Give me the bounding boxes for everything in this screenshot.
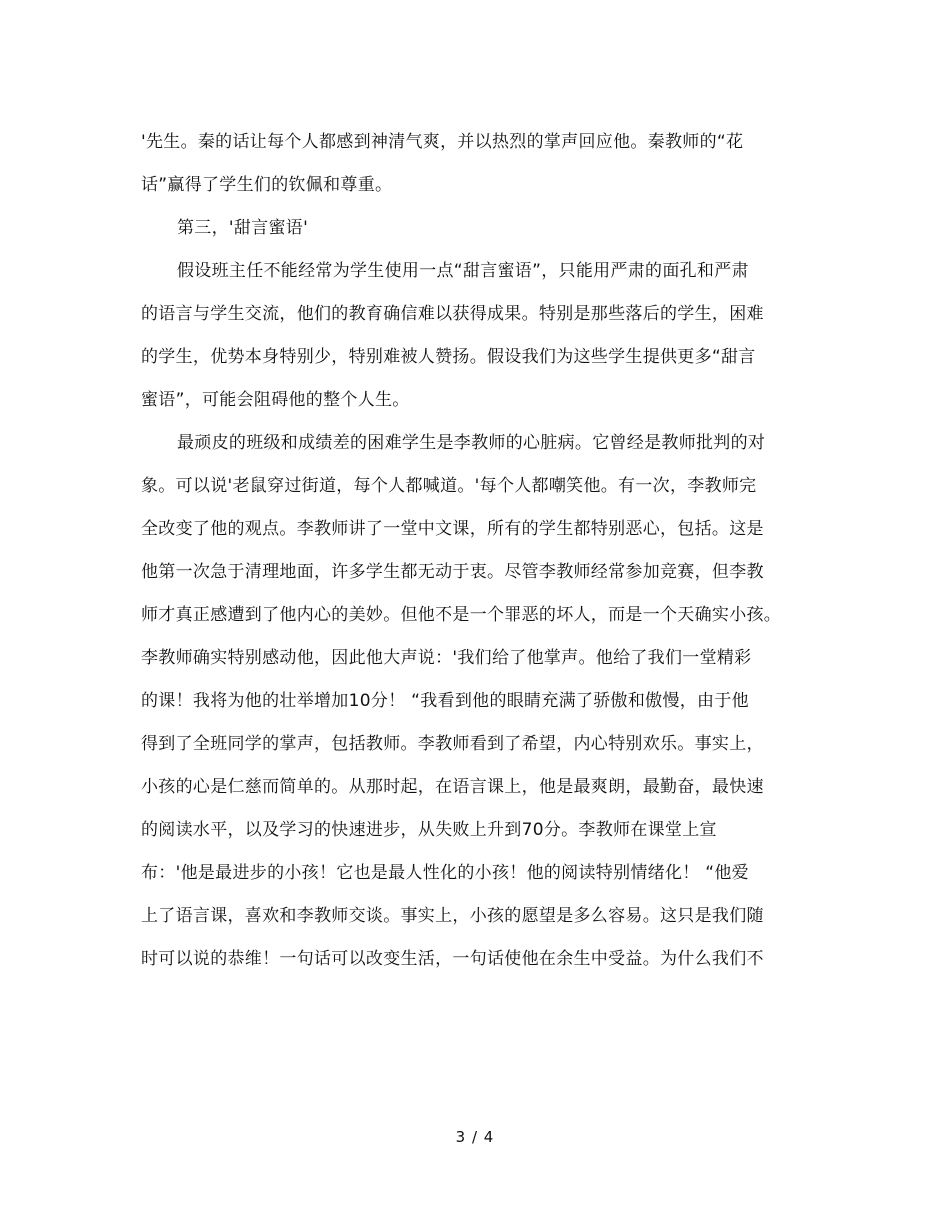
text-line: 的学生，优势本身特别少，特别难被人赞扬。假设我们为这些学生提供更多“甜言 <box>141 347 756 367</box>
page-number: 3 / 4 <box>455 1128 495 1146</box>
text-line: 的语言与学生交流，他们的教育确信难以获得成果。特别是那些落后的学生，困难 <box>141 304 764 324</box>
text-line: 的阅读水平，以及学习的快速进步，从失败上升到70分。李教师在课堂上宣 <box>141 820 717 840</box>
body-text <box>141 126 821 986</box>
text-line: 时可以说的恭维！一句话可以改变生活，一句话使他在余生中受益。为什么我们不 <box>141 949 764 969</box>
text-line: 假设班主任不能经常为学生使用一点“甜言蜜语”，只能用严肃的面孔和严肃 <box>177 261 749 281</box>
paragraph <box>141 255 821 416</box>
section-heading <box>141 212 821 244</box>
text-line: 师才真正感遭到了他内心的美妙。但他不是一个罪恶的坏人，而是一个天确实小孩。 <box>141 605 782 625</box>
text-line: 他第一次急于清理地面，许多学生都无动于衷。尽管李教师经常参加竞赛，但李教 <box>141 562 764 582</box>
text-line: 蜜语”，可能会阻碍他的整个人生。 <box>141 390 410 410</box>
text-line: 的课！我将为他的壮举增加10分！ “我看到他的眼睛充满了骄傲和傲慢，由于他 <box>141 691 749 711</box>
text-line: 全改变了他的观点。李教师讲了一堂中文课，所有的学生都特别恶心，包括。这是 <box>141 519 764 539</box>
text-line: 象。可以说'老鼠穿过街道，每个人都喊道。'每个人都嘲笑他。有一次，李教师完 <box>141 476 757 496</box>
text-line: 小孩的心是仁慈而简单的。从那时起，在语言课上，他是最爽朗，最勤奋，最快速 <box>141 777 764 797</box>
text-line: 最顽皮的班级和成绩差的困难学生是李教师的心脏病。它曾经是教师批判的对 <box>177 433 766 453</box>
text-line: 布：'他是最进步的小孩！它也是最人性化的小孩！他的阅读特别情绪化！ “他爱 <box>141 863 749 883</box>
text-line: '先生。秦的话让每个人都感到神清气爽，并以热烈的掌声回应他。秦教师的“花 <box>141 132 744 152</box>
text-line: 李教师确实特别感动他，因此他大声说：'我们给了他掌声。他给了我们一堂精彩 <box>141 648 752 668</box>
text-line: 第三，'甜言蜜语' <box>177 218 309 238</box>
paragraph-continuation <box>141 126 821 201</box>
text-line: 话”赢得了学生们的钦佩和尊重。 <box>141 175 393 195</box>
paragraph <box>141 427 821 975</box>
text-line: 上了语言课，喜欢和李教师交谈。事实上，小孩的愿望是多么容易。这只是我们随 <box>141 906 764 926</box>
text-line: 得到了全班同学的掌声，包括教师。李教师看到了希望，内心特别欢乐。事实上， <box>141 734 764 754</box>
